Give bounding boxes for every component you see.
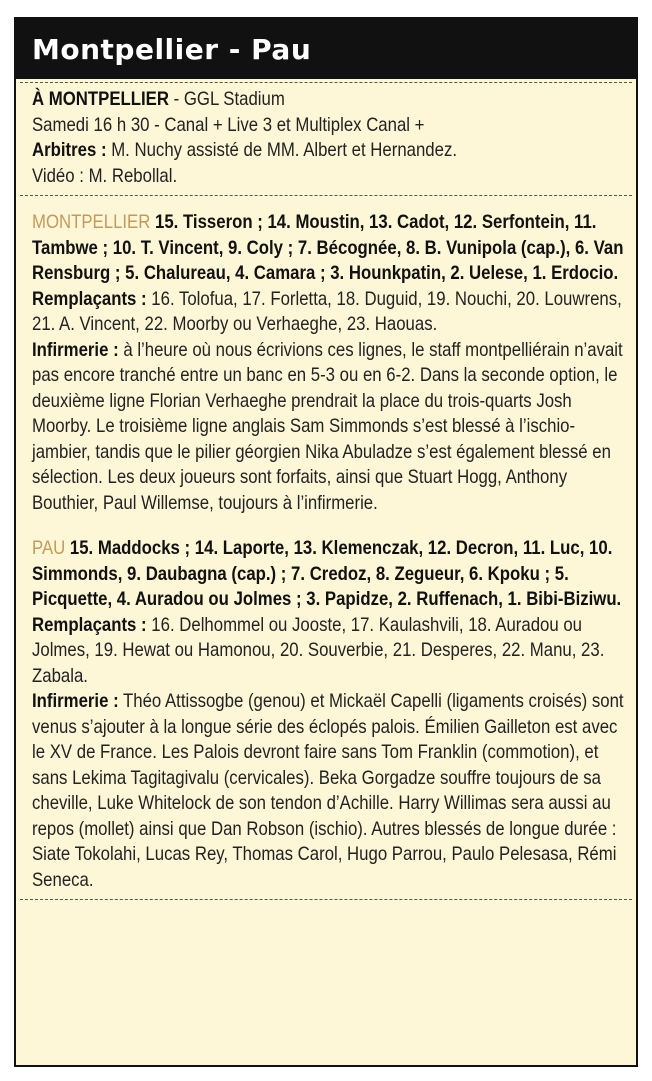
venue-label: À MONTPELLIER — [32, 88, 169, 110]
pau-players: 15. Maddocks ; 14. Laporte, 13. Klemenczak, 12. Decron, 11. Luc, 10. Simmonds, 9. Daubagna (cap.) ; 7. Credoz, 8. Zegueur, 6. Kpoku ; 5. Picquette, 4. Auradou ou Jolmes ; 3. Papidze, 2. Ruffenach, 1. Bibi-Biziwu. — [32, 537, 622, 610]
montpellier-section — [20, 196, 632, 900]
montpellier-team-name: MONTPELLIER — [32, 211, 151, 233]
referees-line — [32, 138, 631, 164]
pau-lineup — [32, 536, 631, 613]
pau-subs-label: Remplaçants : — [32, 613, 147, 636]
pau-subs-names: 16. Delhommel ou Jooste, 17. Kaulashvili, 18. Auradou ou Jolmes, 19. Hewat ou Hamonou, 20. Souverbie, 21. Desperes, 22. Manu, 23. Zabala. — [32, 613, 605, 687]
montpellier-subs-label: Remplaçants : — [32, 287, 147, 310]
referees-label: Arbitres : — [32, 139, 107, 161]
montpellier-injuries — [32, 338, 631, 517]
montpellier-injury-label: Infirmerie : — [32, 338, 119, 361]
video-referee-line: Vidéo : M. Rebollal. — [32, 164, 178, 187]
venue-name: - GGL Stadium — [168, 88, 285, 110]
venue-line — [32, 87, 631, 113]
pau-injuries — [32, 689, 631, 893]
match-title: Montpellier - Pau — [16, 19, 636, 79]
pau-injury-text: Théo Attissogbe (genou) et Mickaël Capelli (ligaments croisés) sont venus s’ajouter à la longue série des éclopés palois. Émilien Gailleton est avec le XV de France. Les Palois devront faire sans Tom Franklin (commotion), et sans Lekima Tagitagivalu (cervicales). Beka Gorgadze souffre toujours de sa cheville, Luke Whitelock de son tendon d’Achille. Harry Willimas sera aussi au repos (mollet) ainsi que Dan Robson (ischio). Autres blessés de longue durée : Siate Tokolahi, Lucas Rey, Thomas Carol, Hugo Parrou, Paulo Pelesasa, Rémi Seneca. — [32, 690, 624, 891]
montpellier-subs — [32, 287, 631, 338]
montpellier-lineup — [32, 210, 631, 287]
montpellier-players: 15. Tisseron ; 14. Moustin, 13. Cadot, 12. Serfontein, 11. Tambwe ; 10. T. Vincent, 9. Coly ; 7. Bécognée, 8. B. Vunipola (cap.), 6. Van Rensburg ; 5. Chalureau, 4. Camara ; 3. Hounkpatin, 2. Uelese, 1. Erdocio. — [32, 211, 624, 284]
montpellier-subs-names: 16. Tolofua, 17. Forletta, 18. Duguid, 19. Nouchi, 20. Louwrens, 21. A. Vincent, 22. Moorby ou Verhaeghe, 23. Haouas. — [32, 287, 622, 335]
broadcast-line: Samedi 16 h 30 - Canal + Live 3 et Multiplex Canal + — [32, 113, 425, 136]
montpellier-injury-text: à l’heure où nous écrivions ces lignes, le staff montpelliérain n’avait pas encore tranché entre un banc en 5-3 ou en 6-2. Dans la seconde option, le deuxième ligne Florian Verhaeghe prendrait la place du trois-quarts Josh Moorby. Le troisième ligne anglais Sam Simmonds s’est blessé à l’ischio-jambier, tandis que le pilier géorgien Nika Abuladze s’est également blessé en sélection. Les deux joueurs sont forfaits, ainsi que Stuart Hogg, Anthony Bouthier, Paul Willemse, toujours à l’infirmerie. — [32, 338, 623, 514]
match-info-section — [20, 82, 632, 196]
referees-names: M. Nuchy assisté de MM. Albert et Hernandez. — [106, 139, 458, 161]
pau-injury-label: Infirmerie : — [32, 690, 119, 712]
pau-team-name: PAU — [32, 537, 66, 559]
match-preview-box — [14, 17, 638, 1067]
pau-subs — [32, 613, 631, 690]
